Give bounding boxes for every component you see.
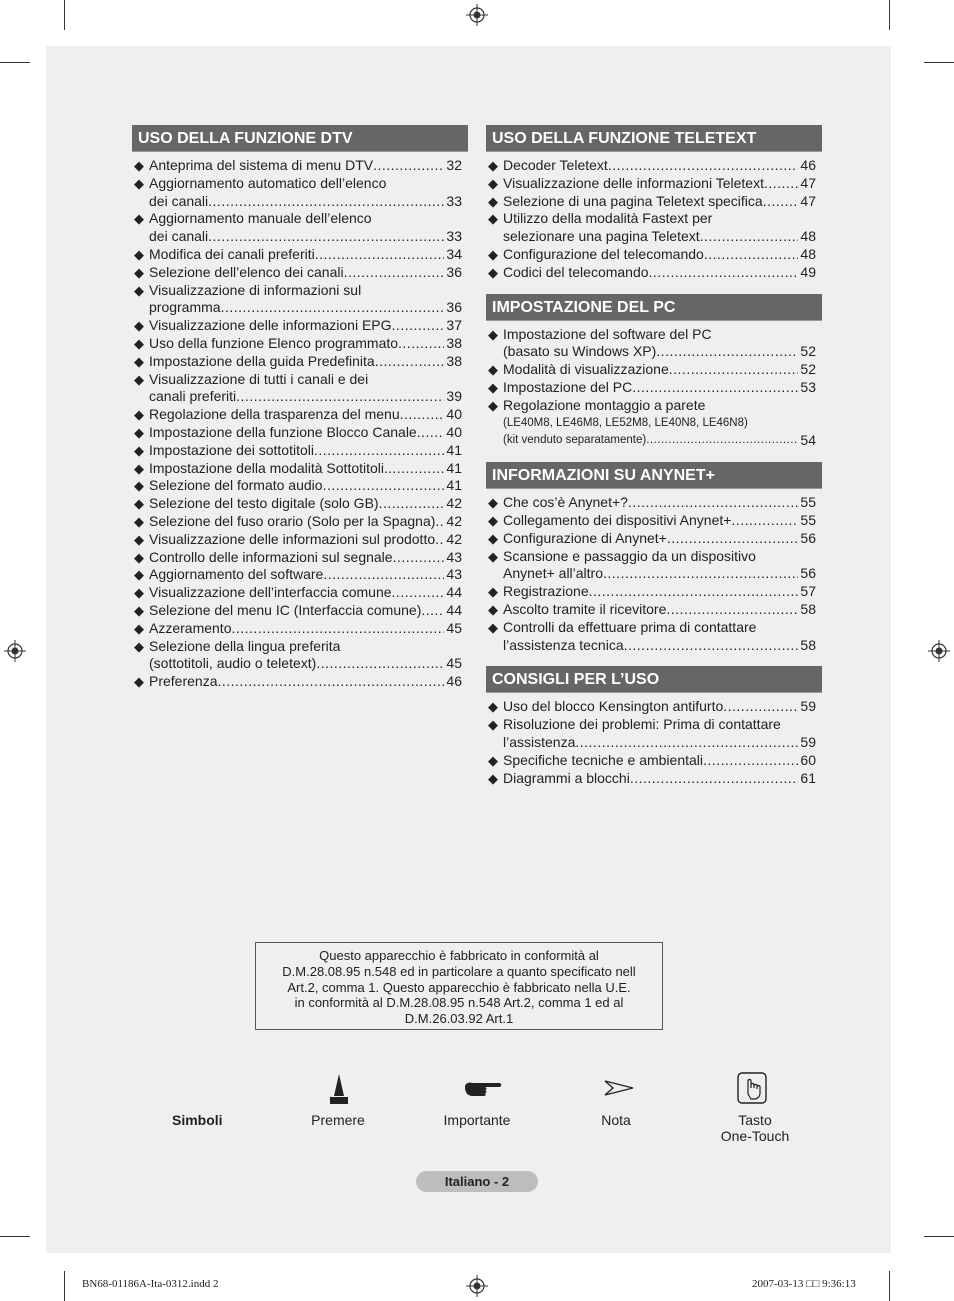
bullet-diamond-icon: ◆ [134,407,144,423]
toc-entry-text: Codici del telecomando [503,263,649,280]
dot-leader [700,228,799,246]
toc-entry-text: Che cos’è Anynet+? [503,494,628,511]
toc-left-column [132,125,468,703]
symbol-label-importante: Importante [443,1112,511,1128]
crop-mark [924,1236,954,1237]
toc-entry [132,157,468,175]
page-number: 44 [446,584,462,601]
dot-leader [646,432,798,450]
page-number: 42 [446,530,462,547]
bullet-diamond-icon: ◆ [134,353,144,369]
symbol-label-one-touch: Tasto One-Touch [720,1112,790,1144]
bullet-diamond-icon: ◆ [134,158,144,173]
dot-leader [375,353,445,371]
section-header: CONSIGLI PER L’USO [486,666,822,693]
toc-entry-text: Impostazione dei sottotitoli [149,441,314,458]
crop-mark [64,0,65,30]
pointing-hand-icon [463,1078,503,1100]
toc-entry-text: (basato su Windows XP) [503,343,657,360]
dot-leader [323,566,444,584]
page-number: 37 [446,317,462,334]
toc-section [486,125,822,282]
toc-entry [132,638,468,674]
toc-entry-text: Anynet+ all’altro [503,565,604,582]
dot-leader [208,228,444,246]
section-header: IMPOSTAZIONE DEL PC [486,294,822,321]
toc-entry [486,379,822,397]
page-number: 43 [446,566,462,583]
toc-entry-text: Registrazione [503,583,589,600]
bullet-diamond-icon: ◆ [488,193,498,209]
toc-entry-text: Scansione e passaggio da un dispositivo [503,547,756,564]
toc-entry [486,548,822,584]
toc-entry [132,531,468,549]
toc-entry [486,770,822,788]
page-number: 45 [446,655,462,672]
toc-entry-text: Impostazione del PC [503,378,633,395]
toc-entry-text: Impostazione della funzione Blocco Canale [149,423,417,440]
toc-entry-text: l’assistenza [503,733,576,750]
page-number: 55 [800,494,816,511]
dot-leader [421,602,444,620]
dot-leader [763,193,799,211]
bullet-diamond-icon: ◆ [134,549,144,565]
toc-entry-text: dei canali [149,192,209,209]
registration-mark-icon [4,640,26,662]
bullet-diamond-icon: ◆ [134,424,144,440]
toc-entry-text: Selezione di una pagina Teletext specifica [503,192,763,209]
toc-entry-text: Aggiornamento del software [149,566,324,583]
symbol-label-nota: Nota [601,1112,631,1128]
bullet-diamond-icon: ◆ [488,211,498,227]
page-number: 48 [800,228,816,245]
toc-entry [132,210,468,246]
section-header: USO DELLA FUNZIONE TELETEXT [486,125,822,152]
toc-entry-text: Utilizzo della modalità Fastext per [503,210,713,227]
dot-leader [379,495,445,513]
toc-entry [486,583,822,601]
toc-entry-text: selezionare una pagina Teletext [503,228,700,245]
toc-entry [486,601,822,619]
page-number: 49 [800,263,816,280]
toc-entry [486,530,822,548]
dot-leader [393,549,445,567]
page-number: 56 [800,565,816,582]
page-number: 61 [800,769,816,786]
toc-entry-text: Modalità di visualizzazione [503,361,669,378]
bullet-diamond-icon: ◆ [488,246,498,262]
toc-entry-text: Impostazione della modalità Sottotitoli. [149,459,388,476]
toc-entry-text: l’assistenza tecnica [503,636,624,653]
toc-entry [132,282,468,318]
page-number: 58 [800,600,816,617]
toc-right-column [486,125,822,799]
toc-entry-text: Anteprima del sistema di menu DTV [149,157,374,173]
toc-entry-text: (kit venduto separatamente) [503,434,647,447]
bullet-diamond-icon: ◆ [488,530,498,546]
bullet-diamond-icon: ◆ [134,442,144,458]
toc-entry [486,512,822,530]
toc-entry-text: Controlli da effettuare prima di contattare [503,618,757,635]
dot-leader [236,388,444,406]
toc-entry-text: Controllo delle informazioni sul segnale [149,548,393,565]
page-number: 41 [446,477,462,494]
dot-leader [723,698,798,716]
page-number: 45 [446,619,462,636]
page-number: 33 [446,192,462,209]
bullet-diamond-icon: ◆ [134,674,144,690]
dot-leader [217,673,444,691]
bullet-diamond-icon: ◆ [134,318,144,334]
toc-entry-text: Selezione del testo digitale (solo GB) [149,495,379,512]
notice-line: Questo apparecchio è fabbricato in conformità al [319,948,599,963]
page-number: 57 [800,583,816,600]
toc-entry [486,175,822,193]
bullet-diamond-icon: ◆ [134,638,144,654]
toc-entry-text: Collegamento dei dispositivi Anynet+ [503,511,732,528]
toc-entry-text: Risoluzione dei problemi: Prima di contattare [503,716,781,733]
bullet-diamond-icon: ◆ [134,496,144,512]
toc-entry-text: Impostazione della guida Predefinita [149,352,375,369]
bullet-diamond-icon: ◆ [134,335,144,351]
dot-leader [231,620,444,638]
page-number: 41 [446,441,462,458]
page-number: 40 [446,406,462,423]
page-number: 41 [446,459,462,476]
toc-entry-text: Visualizzazione di informazioni sul [149,281,362,298]
symbol-label-premere: Premere [311,1112,365,1128]
page-number: 56 [800,529,816,546]
toc-entry [132,442,468,460]
bullet-diamond-icon: ◆ [134,175,144,191]
toc-entry [132,317,468,335]
dot-leader [417,424,445,442]
toc-entry-text: Selezione del menu IC (Interfaccia comune) [149,601,422,618]
toc-entry [132,477,468,495]
dot-leader [666,601,798,619]
page-number: 55 [800,511,816,528]
page-number: 47 [800,174,816,191]
dot-leader [435,513,444,531]
toc-entry-text: (sottotitoli, audio o teletext) [149,655,317,672]
toc-entry [132,495,468,513]
dot-leader [703,752,798,770]
page-number: 39 [446,388,462,405]
toc-entry [132,513,468,531]
dot-leader [323,477,445,495]
toc-entry [486,264,822,282]
page-number: 59 [800,698,816,715]
dot-leader [575,734,798,752]
toc-entry-text: Aggiornamento manuale dell’elenco [149,210,372,227]
note-arrow-icon [604,1080,634,1096]
file-slug-right: 2007-03-13 □□ 9:36:13 [752,1278,856,1290]
dot-leader [589,583,799,601]
page-number: 36 [446,299,462,316]
conformity-notice [255,942,663,1030]
toc-entry [486,494,822,512]
toc-entry [132,673,468,691]
dot-leader [221,299,445,317]
toc-entry-text: Specifiche tecniche e ambientali [503,751,704,768]
page-number: 33 [446,228,462,245]
registration-mark-icon [466,4,488,26]
dot-leader [315,246,445,264]
toc-entry-text: Regolazione della trasparenza del menu [149,406,400,423]
toc-entry [486,246,822,264]
toc-entry [132,566,468,584]
dot-leader [603,565,798,583]
press-icon [328,1072,350,1106]
bullet-diamond-icon: ◆ [488,548,498,564]
dot-leader [392,584,445,602]
dot-leader [388,460,445,478]
toc-entry [132,406,468,424]
page-number-badge: Italiano - 2 [416,1171,538,1192]
page-number: 32 [446,157,462,173]
toc-entry-text: Impostazione del software del PC [503,325,712,342]
toc-entry-text: Visualizzazione delle informazioni Teletext [503,174,764,191]
toc-entry [132,371,468,407]
toc-entry-text: Visualizzazione dell’interfaccia comune [149,584,392,601]
toc-entry [132,620,468,638]
toc-entry-text: Configurazione di Anynet+ [503,529,667,546]
bullet-diamond-icon: ◆ [488,601,498,617]
toc-entry [132,424,468,442]
page-number: 42 [446,512,462,529]
notice-line: in conformità al D.M.28.08.95 n.548 Art.2, comma 1 ed al [294,995,624,1011]
page-number: 38 [446,334,462,351]
page-number: 44 [446,601,462,618]
toc-entry [486,752,822,770]
symbols-title: Simboli [172,1112,223,1128]
bullet-diamond-icon: ◆ [488,326,498,342]
toc-entry [132,584,468,602]
toc-entry-text: Visualizzazione delle informazioni sul prodotto [149,530,436,547]
toc-entry-text: Selezione della lingua preferita [149,637,341,654]
toc-entry [132,264,468,282]
toc-entry [486,326,822,362]
page-number: 46 [446,673,462,690]
page-number: 40 [446,423,462,440]
toc-entry [486,157,822,175]
toc-entry-text: Modifica dei canali preferiti [149,245,315,262]
toc-entry [132,602,468,620]
dot-leader [656,343,798,361]
page-number: 47 [800,192,816,209]
toc-entry [486,193,822,211]
toc-entry [486,210,822,246]
bullet-diamond-icon: ◆ [134,602,144,618]
page-number: 42 [446,495,462,512]
page-number: 38 [446,352,462,369]
bullet-diamond-icon: ◆ [134,620,144,636]
page-number: 43 [446,548,462,565]
registration-mark-icon [928,640,950,662]
bullet-diamond-icon: ◆ [488,752,498,768]
dot-leader [649,264,799,282]
toc-entry-text: Selezione dell’elenco dei canali [149,263,344,280]
dot-leader [608,157,799,175]
toc-section [486,462,822,654]
bullet-diamond-icon: ◆ [134,282,144,298]
notice-line: D.M.28.08.95 n.548 ed in particolare a quanto specificato nell [282,963,636,979]
toc-entry [486,361,822,379]
bullet-diamond-icon: ◆ [134,531,144,547]
bullet-diamond-icon: ◆ [488,717,498,733]
page-number: 54 [800,432,816,449]
dot-leader [208,193,444,211]
toc-entry-text: Visualizzazione delle informazioni EPG [149,317,392,334]
dot-leader [731,512,798,530]
one-touch-button-icon [737,1072,767,1104]
page-number: 53 [800,378,816,395]
dot-leader [400,406,445,424]
toc-entry-text: Uso del blocco Kensington antifurto [503,698,724,715]
dot-leader [624,637,799,655]
page-number: 59 [800,733,816,750]
toc-entry [132,353,468,371]
toc-entry-text: Visualizzazione di tutti i canali e dei [149,370,369,387]
crop-mark [0,62,30,63]
page-number: 58 [800,636,816,653]
toc-entry-text: programma [149,299,221,316]
toc-entry [486,619,822,655]
toc-entry-text: Selezione del formato audio [149,477,323,494]
dot-leader [314,442,444,460]
dot-leader [392,317,445,335]
bullet-diamond-icon: ◆ [134,478,144,494]
dot-leader [669,361,799,379]
toc-entry-text: Configurazione del telecomando [503,245,704,262]
dot-leader [373,157,444,175]
notice-line: Art.2, comma 1. Questo apparecchio è fabbricato nella U.E. [287,979,631,995]
registration-mark-icon [466,1275,488,1297]
toc-entry [486,716,822,752]
dot-leader [630,770,799,788]
bullet-diamond-icon: ◆ [488,362,498,378]
bullet-diamond-icon: ◆ [488,158,498,173]
dot-leader [764,175,798,193]
toc-entry [132,335,468,353]
toc-entry-text: Diagrammi a blocchi [503,769,630,786]
dot-leader [344,264,445,282]
dot-leader [704,246,799,264]
bullet-diamond-icon: ◆ [488,379,498,395]
toc-entry-text: Preferenza [149,673,218,690]
bullet-diamond-icon: ◆ [134,585,144,601]
bullet-diamond-icon: ◆ [488,619,498,635]
toc-entry [132,175,468,211]
page-number: 46 [800,157,816,173]
bullet-diamond-icon: ◆ [488,699,498,715]
toc-entry-text: (LE40M8, LE46M8, LE52M8, LE40N8, LE46N8) [503,416,748,429]
page-number: 48 [800,245,816,262]
bullet-diamond-icon: ◆ [488,770,498,786]
dot-leader [398,335,444,353]
page-number: 52 [800,361,816,378]
bullet-diamond-icon: ◆ [488,264,498,280]
toc-section [486,666,822,787]
bullet-diamond-icon: ◆ [134,211,144,227]
toc-entry-text: Aggiornamento automatico dell’elenco [149,174,387,191]
toc-entry [486,698,822,716]
bullet-diamond-icon: ◆ [134,513,144,529]
dot-leader [632,379,798,397]
crop-mark [889,1271,890,1301]
section-header: USO DELLA FUNZIONE DTV [132,125,468,152]
toc-entry [132,549,468,567]
page-number: 34 [446,245,462,262]
toc-entry-text: canali preferiti [149,388,237,405]
toc-entry-text: Ascolto tramite il ricevitore [503,600,667,617]
toc-entry-text: Uso della funzione Elenco programmato [149,334,399,351]
dot-leader [435,531,444,549]
toc-entry [486,397,822,450]
dot-leader [316,655,444,673]
bullet-diamond-icon: ◆ [488,495,498,511]
dot-leader [628,494,799,512]
crop-mark [889,0,890,30]
toc-section [132,125,468,691]
toc-entry-text: Decoder Teletext [503,157,608,173]
toc-entry-text: Regolazione montaggio a parete [503,396,706,413]
bullet-diamond-icon: ◆ [134,246,144,262]
page-number: 52 [800,343,816,360]
bullet-diamond-icon: ◆ [488,584,498,600]
toc-entry-text: dei canali [149,228,209,245]
toc-entry [132,460,468,478]
bullet-diamond-icon: ◆ [134,371,144,387]
bullet-diamond-icon: ◆ [134,567,144,583]
bullet-diamond-icon: ◆ [488,512,498,528]
page-number: 60 [800,751,816,768]
toc-section [486,294,822,451]
crop-mark [0,1236,30,1237]
page-number: 36 [446,263,462,280]
bullet-diamond-icon: ◆ [488,397,498,413]
notice-line: D.M.26.03.92 Art.1 [404,1011,514,1027]
bullet-diamond-icon: ◆ [488,175,498,191]
crop-mark [924,62,954,63]
toc-entry [132,246,468,264]
file-slug-left: BN68-01186A-Ita-0312.indd 2 [82,1278,219,1290]
bullet-diamond-icon: ◆ [134,460,144,476]
toc-entry-text: Azzeramento [149,619,232,636]
toc-entry-text: Selezione del fuso orario (Solo per la Spagna) [149,512,436,529]
bullet-diamond-icon: ◆ [134,264,144,280]
crop-mark [64,1271,65,1301]
section-header: INFORMAZIONI SU ANYNET+ [486,462,822,489]
dot-leader [667,530,799,548]
